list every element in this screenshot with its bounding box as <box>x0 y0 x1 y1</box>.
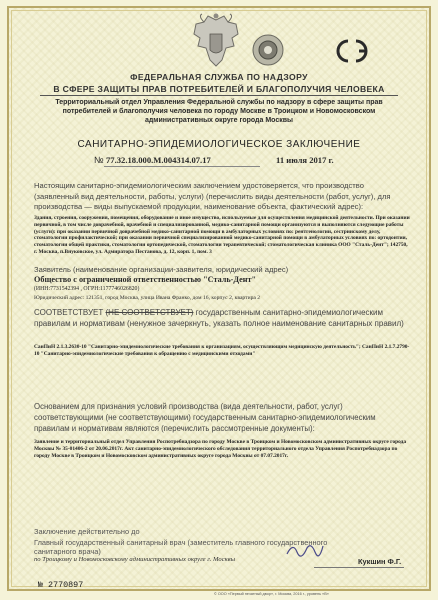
intro-paragraph: Настоящим санитарно-эпидемиологическим заключением удостоверяется, что производство (заявленный вид деятельности, работы, услуги) (перечислить виды деятельности (работ, услуг), для производства — виды выпускаемой продукции, наименование объекта, фактический адрес): <box>34 181 391 211</box>
basis-documents: Заявление и территориальный отдел Управления Роспотребнадзора по городу Москве в Троицком и Новомосковском административных округе города Москвы № 35-01406-2 от 20.06.2017г. Акт санитарно-эпидемиологического обследования территориального отдела Управления Роспотребнадзора по городу Москве в Троицком и Новомосковском административных округе города Москвы от 07.07.2017г. <box>34 439 407 459</box>
sanpin-list: СанПиН 2.1.3.2630-10 "Санитарно-эпидемиологические требования к организациям, осуществляющим медицинскую деятельность"; СанПиН 2.1.7.2790-10 "Санитарно-эпидемиологические требования к обращению с медицинскими отходами" <box>34 344 410 357</box>
territorial-department: Территориальный отдел Управления Федеральной службы по надзору в сфере защиты прав потребителей и благополучия человека по городу Москве в Троицком и Новомосковском административных округе города Москвы <box>55 99 383 124</box>
agency-name-line2: В СФЕРЕ ЗАЩИТЫ ПРАВ ПОТРЕБИТЕЛЕЙ И БЛАГОПОЛУЧИЯ ЧЕЛОВЕКА <box>53 84 385 94</box>
number-label: № <box>94 155 104 165</box>
document-title: САНИТАРНО-ЭПИДЕМИОЛОГИЧЕСКОЕ ЗАКЛЮЧЕНИЕ <box>77 139 361 150</box>
sanitary-expertise-logo-icon <box>332 38 376 64</box>
number-underline <box>104 166 260 167</box>
signer-name: Кукшин Ф.Г. <box>358 557 402 566</box>
conformity-yes: СООТВЕТСТВУЕТ <box>34 308 104 317</box>
printer-imprint: © ООО «Первый печатный двор», г. Москва, 2016 г., уровень «В» <box>214 592 329 596</box>
activity-description: Здания, строения, сооружения, помещения, оборудование и иное имущество, используемые для осуществления медицинской деятельности. При оказании первичной, в том числе доврачебной, врачебной и специализированной, медико-санитарной помощи организуются и выполняются следующие работы (услуги): при оказании первичной доврачебной медико-санитарной помощи в амбулаторных условиях по: рентгенологии, сестринскому делу, стоматологии профилактической; при оказании первичной специализированной медико-санитарной помощи в амбулаторных условиях по: ортодонтии, стоматологии общей практики, стоматологии ортопедической, стоматологии терапевтической; стоматологическая клиника ООО "Сталь-Дент"; 142750, г. Москва, п.Внуковское, ул. Адмиратора Пестанова, д. 12, корп. 1, пом. 3 <box>34 215 410 255</box>
organization-inn: (ИНН:7731542394 , ОГРН:1177746026820) <box>34 286 140 292</box>
document-number: 77.32.18.000.М.004314.07.17 <box>106 155 211 165</box>
conformity-no-struck: (НЕ СООТВЕТСТВУЕТ) <box>105 308 194 317</box>
basis-label: Основанием для признания условий производства (вида деятельности, работ, услуг) соответствующими (не соответствующими) государственным санитарно-эпидемиологическим правилам и нормативам являются (перечислить рассмотренные документы): <box>34 402 376 433</box>
conformity-text: государственным санитарно-эпидемиологическим правилам и нормативам (ненужное зачеркнуть, указать полное наименование санитарных правил) <box>34 308 404 328</box>
signature-line <box>314 567 404 568</box>
official-title: Главный государственный санитарный врач (заместитель главного государственного санитарного врача) <box>34 538 328 556</box>
document-date: 11 июля 2017 г. <box>276 155 334 165</box>
conformity-statement <box>34 307 410 329</box>
header-rule <box>40 95 398 96</box>
applicant-label: Заявитель (наименование организации-заявителя, юридический адрес) <box>34 265 289 274</box>
valid-until-label: Заключение действительно до <box>34 527 140 536</box>
legal-address: Юридический адрес: 121351, город Москва, улица Ивана Франко, дом 16, корпус 2, квартира 2 <box>34 295 261 301</box>
agency-name-line1: ФЕДЕРАЛЬНАЯ СЛУЖБА ПО НАДЗОРУ <box>130 72 308 82</box>
official-area: по Троицкому и Новомосковскому административных округе г. Москвы <box>34 556 236 563</box>
serial-number: № 2770897 <box>38 580 84 590</box>
eagle-emblem-icon <box>188 12 244 70</box>
hologram-seal-icon <box>252 34 284 66</box>
handwritten-signature-icon <box>285 540 325 560</box>
organization-name: Общество с ограниченной ответственностью "Сталь-Дент" <box>34 275 257 284</box>
